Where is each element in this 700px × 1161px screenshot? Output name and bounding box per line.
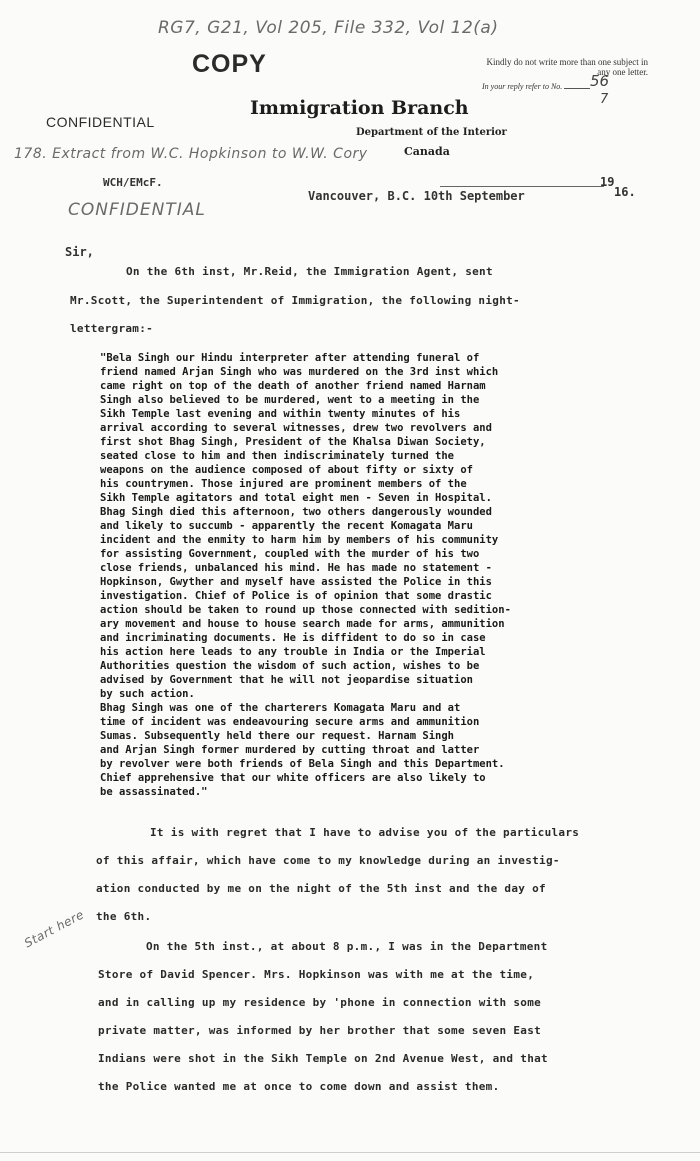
- salutation: Sir,: [65, 245, 94, 259]
- reply-subnumber-handwriting: 7: [600, 92, 609, 107]
- quote-line: "Bela Singh our Hindu interpreter after attending funeral of: [100, 352, 480, 364]
- quote-line: and incriminating documents. He is diffident to do so in case: [100, 632, 486, 644]
- quote-line: his action here leads to any trouble in India or the Imperial: [100, 646, 486, 658]
- body-line: It is with regret that I have to advise you of the particulars: [150, 826, 580, 839]
- quote-line: Authorities question the wisdom of such action, wishes to be: [100, 660, 480, 672]
- quote-line: his countrymen. Those injured are prominent members of the: [100, 478, 467, 490]
- body-line: the Police wanted me at once to come down and assist them.: [98, 1080, 500, 1093]
- dateline-underline: [440, 186, 604, 187]
- body-line: ation conducted by me on the night of the 5th inst and the day of: [96, 882, 546, 895]
- quote-line: friend named Arjan Singh who was murdered on the 3rd inst which: [100, 366, 499, 378]
- quote-line: investigation. Chief of Police is of opinion that some drastic: [100, 590, 492, 602]
- quote-line: seated close to him and then indiscriminately turned the: [100, 450, 455, 462]
- quote-line: came right on top of the death of another friend named Harnam: [100, 380, 486, 392]
- reply-underline: [564, 88, 590, 89]
- year-prefix: 19: [600, 175, 615, 189]
- intro-line: lettergram:-: [70, 322, 154, 335]
- intro-line: Mr.Scott, the Superintendent of Immigration, the following night-: [70, 294, 520, 307]
- quote-line: by such action.: [100, 688, 195, 700]
- margin-note-handwriting: Start here: [22, 907, 87, 951]
- quote-line: arrival according to several witnesses, drew two revolvers and: [100, 422, 492, 434]
- quote-line: Bhag Singh was one of the charterers Komagata Maru and at: [100, 702, 461, 714]
- reply-reference: [482, 82, 590, 91]
- quote-line: weapons on the audience composed of about fifty or sixty of: [100, 464, 473, 476]
- body-line: of this affair, which have come to my knowledge during an investig-: [96, 854, 560, 867]
- quote-line: action should be taken to round up those connected with sedition-: [100, 604, 511, 616]
- quote-line: and Arjan Singh former murdered by cutting throat and latter: [100, 744, 480, 756]
- quote-line: be assassinated.": [100, 786, 208, 798]
- quote-line: Chief apprehensive that our white officers are also likely to: [100, 772, 486, 784]
- body-line: Store of David Spencer. Mrs. Hopkinson was with me at the time,: [98, 968, 535, 981]
- archive-reference-handwriting: RG7, G21, Vol 205, File 332, Vol 12(a): [158, 18, 499, 38]
- quote-line: ary movement and house to house search made for arms, ammunition: [100, 618, 505, 630]
- quote-line: Singh also believed to be murdered, went to a meeting in the: [100, 394, 480, 406]
- quote-line: incident and the enmity to harm him by members of his community: [100, 534, 499, 546]
- page-bottom-edge: [0, 1152, 700, 1153]
- confidential-handwriting: CONFIDENTIAL: [68, 200, 206, 220]
- quote-line: Bhag Singh died this afternoon, two others dangerously wounded: [100, 506, 492, 518]
- quote-line: by revolver were both friends of Bela Singh and this Department.: [100, 758, 505, 770]
- body-line: private matter, was informed by her brother that some seven East: [98, 1024, 542, 1037]
- branch-title: Immigration Branch: [250, 97, 469, 119]
- reply-number-handwriting: 56: [590, 72, 610, 90]
- quote-line: first shot Bhag Singh, President of the Khalsa Diwan Society,: [100, 436, 486, 448]
- dateline: Vancouver, B.C. 10th September: [308, 189, 525, 203]
- quote-line: Hopkinson, Gwyther and myself have assisted the Police in this: [100, 576, 492, 588]
- quote-line: and likely to succumb - apparently the recent Komagata Maru: [100, 520, 473, 532]
- quote-line: Sumas. Subsequently held there our request. Harnam Singh: [100, 730, 455, 742]
- quote-line: Sikh Temple agitators and total eight men - Seven in Hospital.: [100, 492, 492, 504]
- reference-initials: WCH/EMcF.: [103, 176, 163, 189]
- confidential-stamp: CONFIDENTIAL: [46, 114, 155, 130]
- department-name: Department of the Interior: [356, 127, 507, 138]
- body-line: Indians were shot in the Sikh Temple on 2nd Avenue West, and that: [98, 1052, 548, 1065]
- body-line: the 6th.: [96, 910, 152, 923]
- quote-line: Sikh Temple last evening and within twenty minutes of his: [100, 408, 461, 420]
- extract-note-handwriting: 178. Extract from W.C. Hopkinson to W.W. Cory: [14, 146, 368, 162]
- quote-line: advised by Government that he will not jeopardise situation: [100, 674, 473, 686]
- quote-line: for assisting Government, coupled with the murder of his two: [100, 548, 480, 560]
- intro-line: On the 6th inst, Mr.Reid, the Immigration Agent, sent: [126, 265, 493, 278]
- year-suffix: 16.: [614, 185, 636, 199]
- reply-label: In your reply refer to No.: [482, 82, 563, 91]
- country-name: Canada: [404, 145, 450, 158]
- letterhead-notice: Kindly do not write more than one subject in any one letter.: [486, 57, 648, 77]
- body-line: On the 5th inst., at about 8 p.m., I was in the Department: [146, 940, 548, 953]
- quote-line: close friends, unbalanced his mind. He has made no statement -: [100, 562, 492, 574]
- quote-line: time of incident was endeavouring secure arms and ammunition: [100, 716, 480, 728]
- body-line: and in calling up my residence by 'phone in connection with some: [98, 996, 542, 1009]
- copy-stamp: COPY: [192, 50, 267, 78]
